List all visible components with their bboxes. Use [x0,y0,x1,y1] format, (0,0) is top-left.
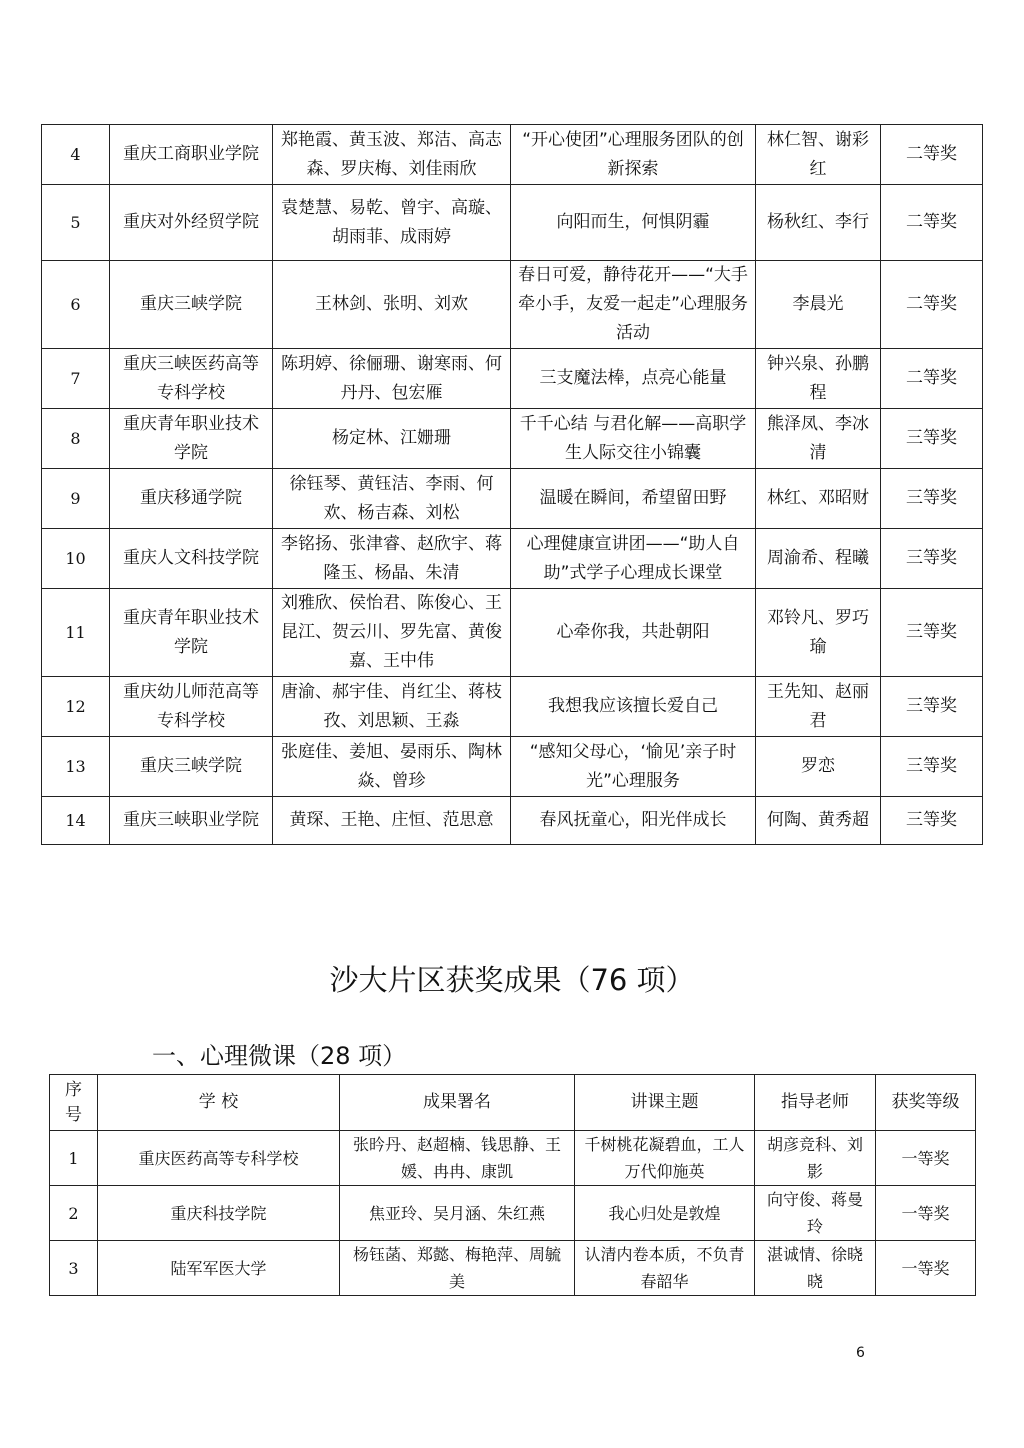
cell-award: 三等奖 [881,797,983,845]
cell-title: 我想我应该擅长爱自己 [511,677,756,737]
cell-award: 二等奖 [881,125,983,185]
table-row [42,125,983,185]
table-row [42,589,983,677]
table-header-row [50,1075,976,1131]
cell-title: 千千心结 与君化解——高职学生人际交往小锦囊 [511,409,756,469]
cell-no: 4 [42,125,110,185]
cell-school: 重庆医药高等专科学校 [98,1131,340,1186]
cell-school: 重庆青年职业技术学院 [110,409,273,469]
cell-topic: 认清内卷本质，不负青春韶华 [575,1241,755,1296]
cell-topic: 千树桃花凝碧血，工人万代仰施英 [575,1131,755,1186]
cell-authors: 张昑丹、赵超楠、钱思静、王媛、冉冉、康凯 [340,1131,575,1186]
cell-award: 三等奖 [881,589,983,677]
table-row [42,797,983,845]
cell-no: 2 [50,1186,98,1241]
cell-award: 一等奖 [876,1241,976,1296]
cell-teacher: 何陶、黄秀超 [756,797,881,845]
table-row [42,185,983,261]
cell-teacher: 林仁智、谢彩红 [756,125,881,185]
cell-authors: 焦亚玲、吴月涵、朱红燕 [340,1186,575,1241]
cell-authors: 徐钰琴、黄钰洁、李雨、何欢、杨吉森、刘松 [273,469,511,529]
cell-teacher: 湛诚情、徐晓晓 [755,1241,876,1296]
table-row [42,261,983,349]
cell-no: 11 [42,589,110,677]
cell-no: 1 [50,1131,98,1186]
cell-authors: 王林剑、张明、刘欢 [273,261,511,349]
cell-teacher: 熊泽凤、李冰清 [756,409,881,469]
cell-title: 向阳而生，何惧阴霾 [511,185,756,261]
awards-table-body [42,125,983,845]
cell-authors: 郑艳霞、黄玉波、郑洁、高志森、罗庆梅、刘佳雨欣 [273,125,511,185]
cell-school: 重庆工商职业学院 [110,125,273,185]
cell-school: 重庆三峡职业学院 [110,797,273,845]
table-row [42,469,983,529]
cell-title: 心理健康宣讲团——“助人自助”式学子心理成长课堂 [511,529,756,589]
cell-award: 三等奖 [881,677,983,737]
cell-teacher: 钟兴泉、孙鹏程 [756,349,881,409]
cell-authors: 袁楚慧、易乾、曾宇、高璇、胡雨菲、成雨婷 [273,185,511,261]
awards-table-continued [41,124,983,845]
cell-award: 二等奖 [881,349,983,409]
cell-award: 一等奖 [876,1131,976,1186]
cell-award: 三等奖 [881,529,983,589]
cell-authors: 李铭扬、张津睿、赵欣宇、蒋隆玉、杨晶、朱清 [273,529,511,589]
cell-teacher: 杨秋红、李行 [756,185,881,261]
cell-teacher: 向守俊、蒋曼玲 [755,1186,876,1241]
cell-school: 重庆三峡医药高等专科学校 [110,349,273,409]
table-row [50,1241,976,1296]
cell-school: 重庆对外经贸学院 [110,185,273,261]
cell-title: 春风抚童心，阳光伴成长 [511,797,756,845]
table-row [50,1131,976,1186]
table-row [42,409,983,469]
cell-no: 3 [50,1241,98,1296]
cell-title: “开心使团”心理服务团队的创新探索 [511,125,756,185]
cell-school: 重庆三峡学院 [110,261,273,349]
header-teacher: 指导老师 [755,1075,876,1131]
cell-award: 三等奖 [881,469,983,529]
cell-authors: 黄琛、王艳、庄恒、范思意 [273,797,511,845]
cell-title: 三支魔法棒，点亮心能量 [511,349,756,409]
cell-no: 8 [42,409,110,469]
cell-no: 7 [42,349,110,409]
header-school: 学 校 [98,1075,340,1131]
header-award: 获奖等级 [876,1075,976,1131]
cell-authors: 杨钰菡、郑懿、梅艳萍、周毓美 [340,1241,575,1296]
table-row [42,529,983,589]
header-authors: 成果署名 [340,1075,575,1131]
header-no: 序号 [50,1075,98,1131]
cell-title: 温暖在瞬间，希望留田野 [511,469,756,529]
cell-authors: 张庭佳、姜旭、晏雨乐、陶林焱、曾珍 [273,737,511,797]
cell-authors: 陈玥婷、徐俪珊、谢寒雨、何丹丹、包宏雁 [273,349,511,409]
cell-authors: 唐渝、郝宇佳、肖红尘、蒋枝孜、刘思颖、王淼 [273,677,511,737]
cell-school: 重庆科技学院 [98,1186,340,1241]
cell-award: 二等奖 [881,261,983,349]
cell-school: 重庆三峡学院 [110,737,273,797]
cell-no: 5 [42,185,110,261]
table-row [42,349,983,409]
cell-school: 重庆青年职业技术学院 [110,589,273,677]
cell-topic: 我心归处是敦煌 [575,1186,755,1241]
subsection-title: 一、心理微课（28 项） [152,1042,407,1070]
micro-course-table-body [50,1131,976,1296]
table-row [42,737,983,797]
cell-award: 三等奖 [881,737,983,797]
micro-course-table [49,1074,976,1296]
cell-school: 重庆幼儿师范高等专科学校 [110,677,273,737]
cell-no: 9 [42,469,110,529]
cell-teacher: 胡彦竞科、刘影 [755,1131,876,1186]
cell-school: 重庆人文科技学院 [110,529,273,589]
cell-award: 三等奖 [881,409,983,469]
section-title: 沙大片区获奖成果（76 项） [329,963,695,997]
cell-teacher: 王先知、赵丽君 [756,677,881,737]
cell-authors: 杨定林、江姗珊 [273,409,511,469]
cell-no: 13 [42,737,110,797]
cell-award: 二等奖 [881,185,983,261]
cell-no: 6 [42,261,110,349]
cell-award: 一等奖 [876,1186,976,1241]
cell-school: 重庆移通学院 [110,469,273,529]
cell-teacher: 周渝希、程曦 [756,529,881,589]
cell-teacher: 李晨光 [756,261,881,349]
cell-authors: 刘雅欣、侯怡君、陈俊心、王昆江、贺云川、罗先富、黄俊嘉、王中伟 [273,589,511,677]
table-row [42,677,983,737]
cell-teacher: 罗恋 [756,737,881,797]
header-topic: 讲课主题 [575,1075,755,1131]
cell-no: 10 [42,529,110,589]
cell-title: 春日可爱，静待花开——“大手牵小手，友爱一起走”心理服务活动 [511,261,756,349]
cell-teacher: 林红、邓昭财 [756,469,881,529]
cell-teacher: 邓铃凡、罗巧瑜 [756,589,881,677]
table-row [50,1186,976,1241]
cell-no: 14 [42,797,110,845]
cell-title: 心牵你我，共赴朝阳 [511,589,756,677]
cell-school: 陆军军医大学 [98,1241,340,1296]
page-number: 6 [856,1345,865,1361]
cell-title: “感知父母心，‘愉见’亲子时光”心理服务 [511,737,756,797]
cell-no: 12 [42,677,110,737]
